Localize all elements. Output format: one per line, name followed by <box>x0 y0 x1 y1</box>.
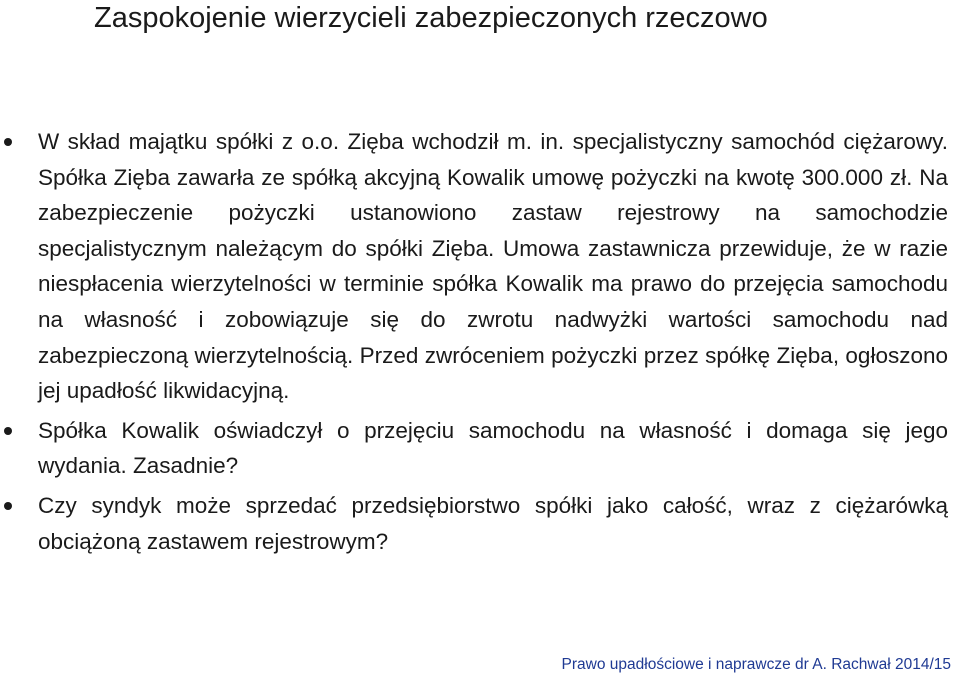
bullet-text: W skład majątku spółki z o.o. Zięba wchodził m. in. specjalistyczny samochód ciężarowy. Spółka Zięba zawarła ze spółką akcyjną Kowalik umowę pożyczki na kwotę 300.000 zł. Na zabezpieczenie pożyczki ustanowiono zastaw rejestrowy na samochodzie specjalistycznym należącym do spółki Zięba. Umowa zastawnicza przewiduje, że w razie niespłacenia wierzytelności w terminie spółka Kowalik ma prawo do przejęcia samochodu na własność i zobowiązuje się do zwrotu nadwyżki wartości samochodu nad zabezpieczoną wierzytelnością. Przed zwróceniem pożyczki przez spółkę Zięba, ogłoszono jej upadłość likwidacyjną. <box>38 129 948 404</box>
bullet-dot-icon <box>4 502 12 510</box>
bullet-dot-icon <box>4 427 12 435</box>
bullet-item-question-takeover <box>38 413 948 484</box>
bullet-list <box>38 124 948 563</box>
bullet-item-question-sale <box>38 488 948 559</box>
bullet-text: Spółka Kowalik oświadczył o przejęciu samochodu na własność i domaga się jego wydania. Zasadnie? <box>38 417 948 479</box>
bullet-text: Czy syndyk może sprzedać przedsiębiorstwo spółki jako całość, wraz z ciężarówką obciążoną zastawem rejestrowym? <box>38 492 948 554</box>
bullet-item-case-facts <box>38 124 948 409</box>
bullet-dot-icon <box>4 138 12 146</box>
slide-footer: Prawo upadłościowe i naprawcze dr A. Rachwał 2014/15 <box>561 656 951 673</box>
slide-title: Zaspokojenie wierzycieli zabezpieczonych rzeczowo <box>94 2 768 34</box>
